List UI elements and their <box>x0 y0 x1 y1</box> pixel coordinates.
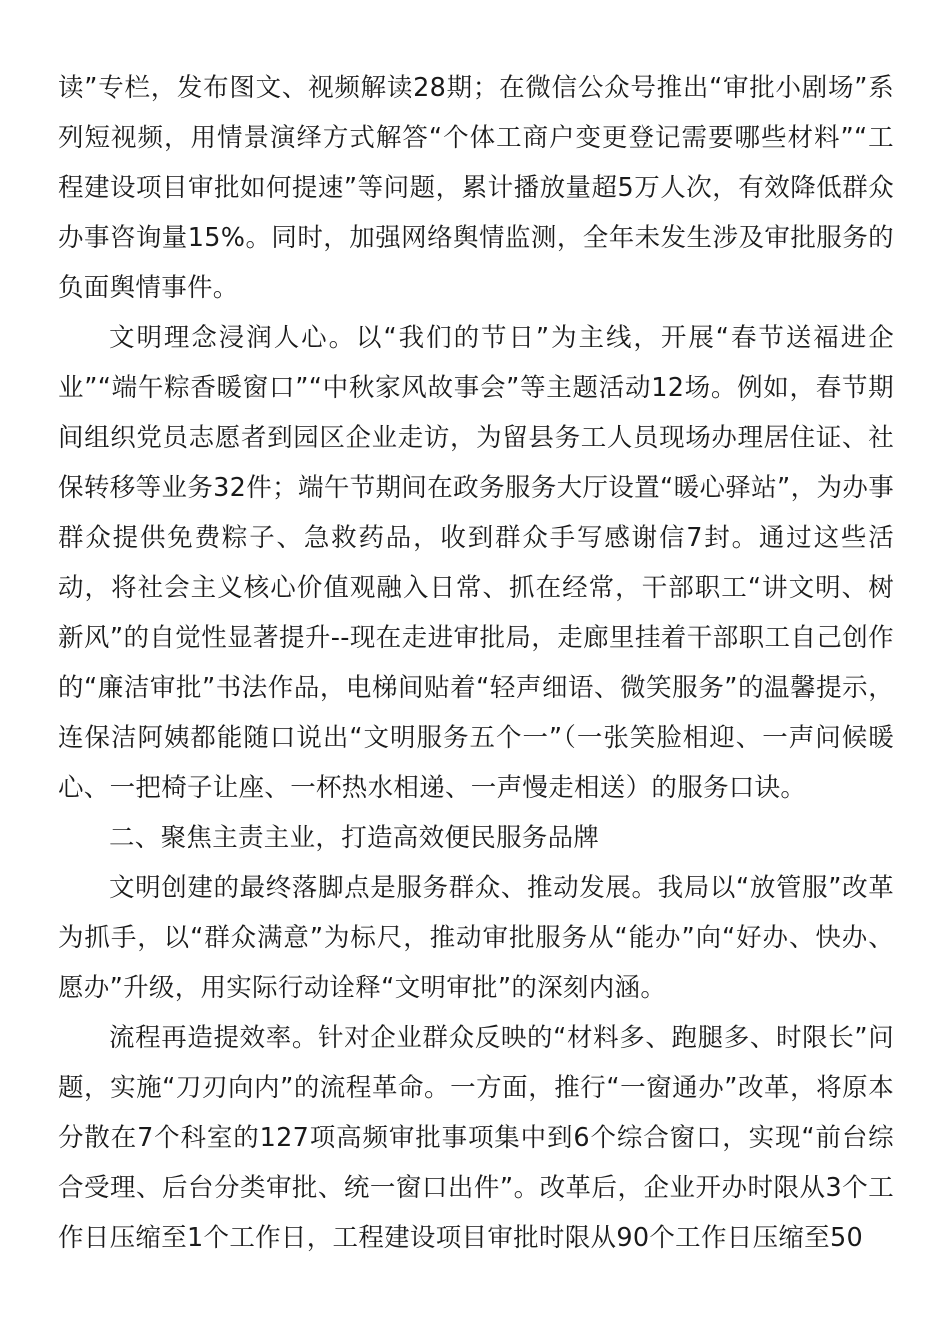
section-heading-two: 二、聚焦主责主业，打造高效便民服务品牌 <box>109 823 600 853</box>
document-body <box>58 63 894 1263</box>
paragraph-service-purpose: 文明创建的最终落脚点是服务群众、推动发展。我局以“放管服”改革为抓手，以“群众满意”为标尺，推动审批服务从“能办”向“好办、快办、愿办”升级，用实际行动诠释“文明审批”的深刻内涵。 <box>58 873 894 1003</box>
paragraph-process-reengineering: 流程再造提效率。针对企业群众反映的“材料多、跑腿多、时限长”问题，实施“刀刃向内”的流程革命。一方面，推行“一窗通办”改革，将原本分散在7个科室的127项高频审批事项集中到6个综合窗口，实现“前台综合受理、后台分类审批、统一窗口出件”。改革后，企业开办时限从3个工作日压缩至1个工作日，工程建设项目审批时限从90个工作日压缩至50 <box>58 1023 894 1253</box>
paragraph-publicity-continuation: 读”专栏，发布图文、视频解读28期；在微信公众号推出“审批小剧场”系列短视频，用情景演绎方式解答“个体工商户变更登记需要哪些材料”“工程建设项目审批如何提速”等问题，累计播放量超5万人次，有效降低群众办事咨询量15%。同时，加强网络舆情监测，全年未发生涉及审批服务的负面舆情事件。 <box>58 73 894 303</box>
paragraph-civilization-concept: 文明理念浸润人心。以“我们的节日”为主线，开展“春节送福进企业”“端午粽香暖窗口”“中秋家风故事会”等主题活动12场。例如，春节期间组织党员志愿者到园区企业走访，为留县务工人员现场办理居住证、社保转移等业务32件；端午节期间在政务服务大厅设置“暖心驿站”，为办事群众提供免费粽子、急救药品，收到群众手写感谢信7封。通过这些活动，将社会主义核心价值观融入日常、抓在经常，干部职工“讲文明、树新风”的自觉性显著提升--现在走进审批局，走廊里挂着干部职工自己创作的“廉洁审批”书法作品，电梯间贴着“轻声细语、微笑服务”的温馨提示，连保洁阿姨都能随口说出“文明服务五个一”（一张笑脸相迎、一声问候暖心、一把椅子让座、一杯热水相递、一声慢走相送）的服务口诀。 <box>58 323 894 803</box>
